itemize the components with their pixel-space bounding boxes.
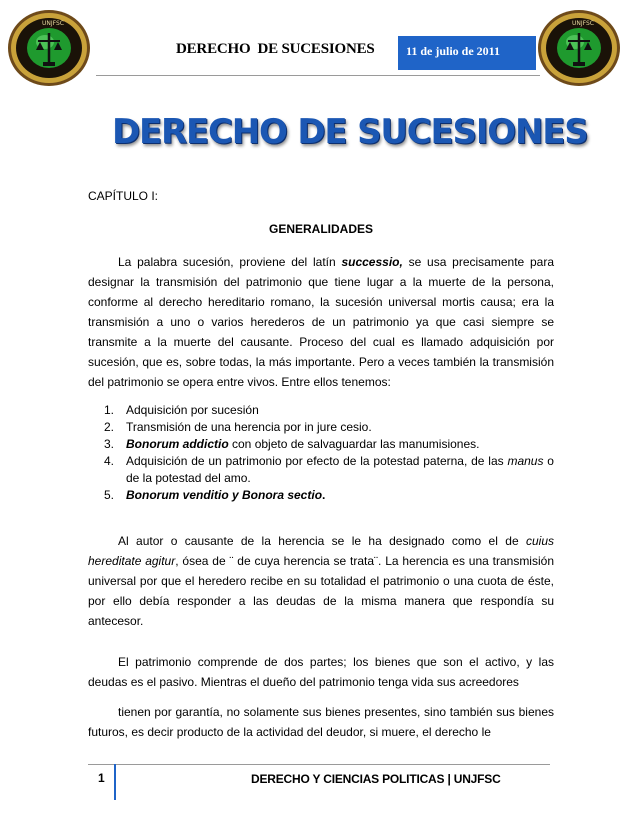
list-item <box>88 487 554 504</box>
list-item-text-tail: o de la potestad del amo. <box>126 454 554 485</box>
paragraph-patrimonio: El patrimonio comprende de dos partes; los bienes que son el activo, y las deudas es el pasivo. Mientras el dueño del patrimonio tenga vida sus acreedores <box>88 655 554 689</box>
list-item-number: 1. <box>104 403 115 417</box>
paragraph-intro-text-a: La palabra sucesión, proviene del latín <box>118 255 342 269</box>
page-number: 1 <box>88 764 116 800</box>
header-title: DERECHO DE SUCESIONES <box>176 41 375 57</box>
paragraph-causante-text-a: Al autor o causante de la herencia se le ha designado como el de <box>118 534 526 548</box>
list-item-text: Adquisición por sucesión <box>126 403 259 417</box>
list-item-text: Transmisión de una herencia por in jure cesio. <box>126 420 372 434</box>
list-item-number: 3. <box>104 437 115 451</box>
paragraph-intro <box>88 252 554 392</box>
list-item-emphasis: Bonorum venditio y Bonora sectio <box>126 488 323 502</box>
paragraph-causante-italic: cuius hereditate agitur <box>88 534 554 568</box>
list-item-emphasis: Bonorum addictio <box>126 437 229 451</box>
paragraph-intro-text-b: se usa precisamente para designar la transmisión del patrimonio que tiene lugar a la muerte de la persona, conforme al derecho hereditario romano, la sucesión universal mortis causa; era la transmisión a uno o varios herederos de un patrimonio ya que casi siempre se transmite a la muerte del causante. Proceso del cual es llamado adquisición por sucesión, que es, sobre todas, la más importante. Pero a veces también la transmisión del patrimonio se opera entre vivos. Entre ellos tenemos: <box>88 255 554 389</box>
paragraph-causante <box>88 531 554 631</box>
paragraph-garantia: tienen por garantía, no solamente sus bienes presentes, sino también sus bienes futuros, es decir producto de la actividad del deudor, si muere, el derecho le <box>88 705 554 739</box>
list-item-number: 5. <box>104 488 115 502</box>
list-item-text: Adquisición de un patrimonio por efecto de la potestad paterna, de las <box>126 454 508 468</box>
footer-text: DERECHO Y CIENCIAS POLITICAS | UNJFSC <box>251 772 501 786</box>
list-item <box>88 453 554 487</box>
chapter-heading: CAPÍTULO I: <box>88 189 159 203</box>
section-heading: GENERALIDADES <box>269 222 374 236</box>
list-item-number: 4. <box>104 454 115 468</box>
paragraph-causante-text-b: , ósea de ¨ de cuya herencia se trata¨. La herencia es una transmisión universal por que el heredero recibe en su totalidad el patrimonio o una cuota de éste, por ello debía responder a las deudas de la misma manera que respondía su antecesor. <box>88 554 554 628</box>
paragraph-intro-emphasis: successio, <box>341 255 403 269</box>
footer-divider <box>88 764 550 765</box>
list-item <box>88 436 554 453</box>
list-item-text: . <box>322 488 326 502</box>
list-item-italic: manus <box>507 454 544 468</box>
list-item <box>88 419 554 436</box>
header-date: 11 de julio de 2011 <box>398 36 536 70</box>
document-title: DERECHO DE SUCESIONES <box>112 112 588 152</box>
list-item-text: con objeto de salvaguardar las manumisiones. <box>228 437 480 451</box>
svg-text:UNJFSC: UNJFSC <box>42 20 64 27</box>
header-divider <box>96 75 540 76</box>
university-seal-left-logo <box>6 8 92 88</box>
list-item-number: 2. <box>104 420 115 434</box>
svg-text:UNJFSC: UNJFSC <box>572 20 594 27</box>
acquisition-list <box>88 402 554 504</box>
university-seal-right-logo <box>536 8 622 88</box>
list-item <box>88 402 554 419</box>
